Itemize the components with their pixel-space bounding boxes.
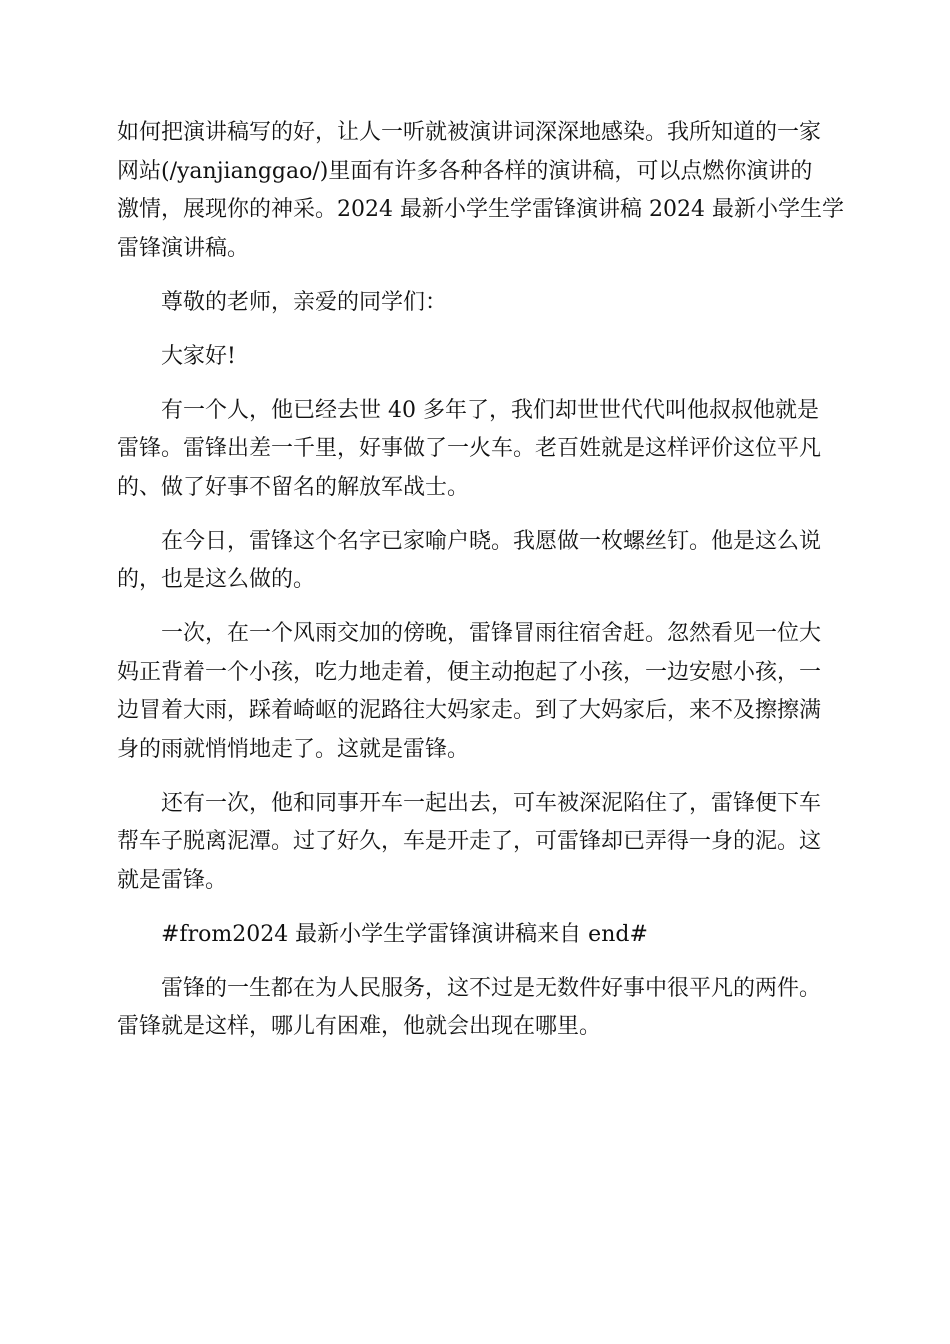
text-line: 网站(/yanjianggao/)里面有许多各种各样的演讲稿，可以点燃你演讲的: [117, 158, 813, 184]
text-line: 雷锋就是这样，哪儿有困难，他就会出现在哪里。: [117, 1014, 602, 1039]
text-line: 大家好!: [161, 343, 236, 369]
text-line: 如何把演讲稿写的好，让人一听就被演讲词深深地感染。我所知道的一家: [117, 120, 822, 145]
text-line: 的，也是这么做的。: [117, 567, 316, 592]
text-line: 还有一次，他和同事开车一起出去，可车被深泥陷住了，雷锋便下车: [161, 790, 822, 816]
text-line: 一次，在一个风雨交加的傍晚，雷锋冒雨往宿舍赶。忽然看见一位大: [161, 621, 822, 646]
paragraph: [117, 916, 833, 955]
text-line: #from2024 最新小学生学雷锋演讲稿来自 end#: [161, 921, 648, 947]
text-line: 妈正背着一个小孩，吃力地走着，便主动抱起了小孩，一边安慰小孩，一: [117, 659, 822, 685]
text-line: 在今日，雷锋这个名字已家喻户晓。我愿做一枚螺丝钉。他是这么说: [161, 528, 822, 554]
paragraph: [117, 970, 833, 1047]
document-body: [117, 114, 844, 1062]
text-line: 雷锋的一生都在为人民服务，这不过是无数件好事中很平凡的两件。: [161, 975, 822, 1001]
text-line: 雷锋。雷锋出差一千里，好事做了一火车。老百姓就是这样评价这位平凡: [117, 436, 822, 461]
paragraph: [117, 615, 833, 769]
text-line: 就是雷锋。: [117, 867, 228, 893]
paragraph: [117, 338, 833, 377]
paragraph: [117, 785, 833, 901]
text-line: 尊敬的老师，亲爱的同学们：: [161, 289, 448, 315]
text-line: 边冒着大雨，踩着崎岖的泥路往大妈家走。到了大妈家后，来不及擦擦满: [117, 698, 822, 723]
paragraph: [117, 392, 833, 508]
text-line: 激情，展现你的神采。2024 最新小学生学雷锋演讲稿 2024 最新小学生学: [117, 197, 844, 222]
text-line: 的、做了好事不留名的解放军战士。: [117, 474, 470, 500]
text-line: 帮车子脱离泥潭。过了好久，车是开走了，可雷锋却已弄得一身的泥。这: [117, 829, 822, 854]
text-line: 有一个人，他已经去世 40 多年了，我们却世世代代叫他叔叔他就是: [161, 397, 819, 423]
text-line: 身的雨就悄悄地走了。这就是雷锋。: [117, 736, 470, 762]
paragraph: [117, 284, 833, 323]
paragraph: [117, 114, 844, 268]
text-line: 雷锋演讲稿。: [117, 235, 250, 261]
paragraph: [117, 523, 833, 600]
